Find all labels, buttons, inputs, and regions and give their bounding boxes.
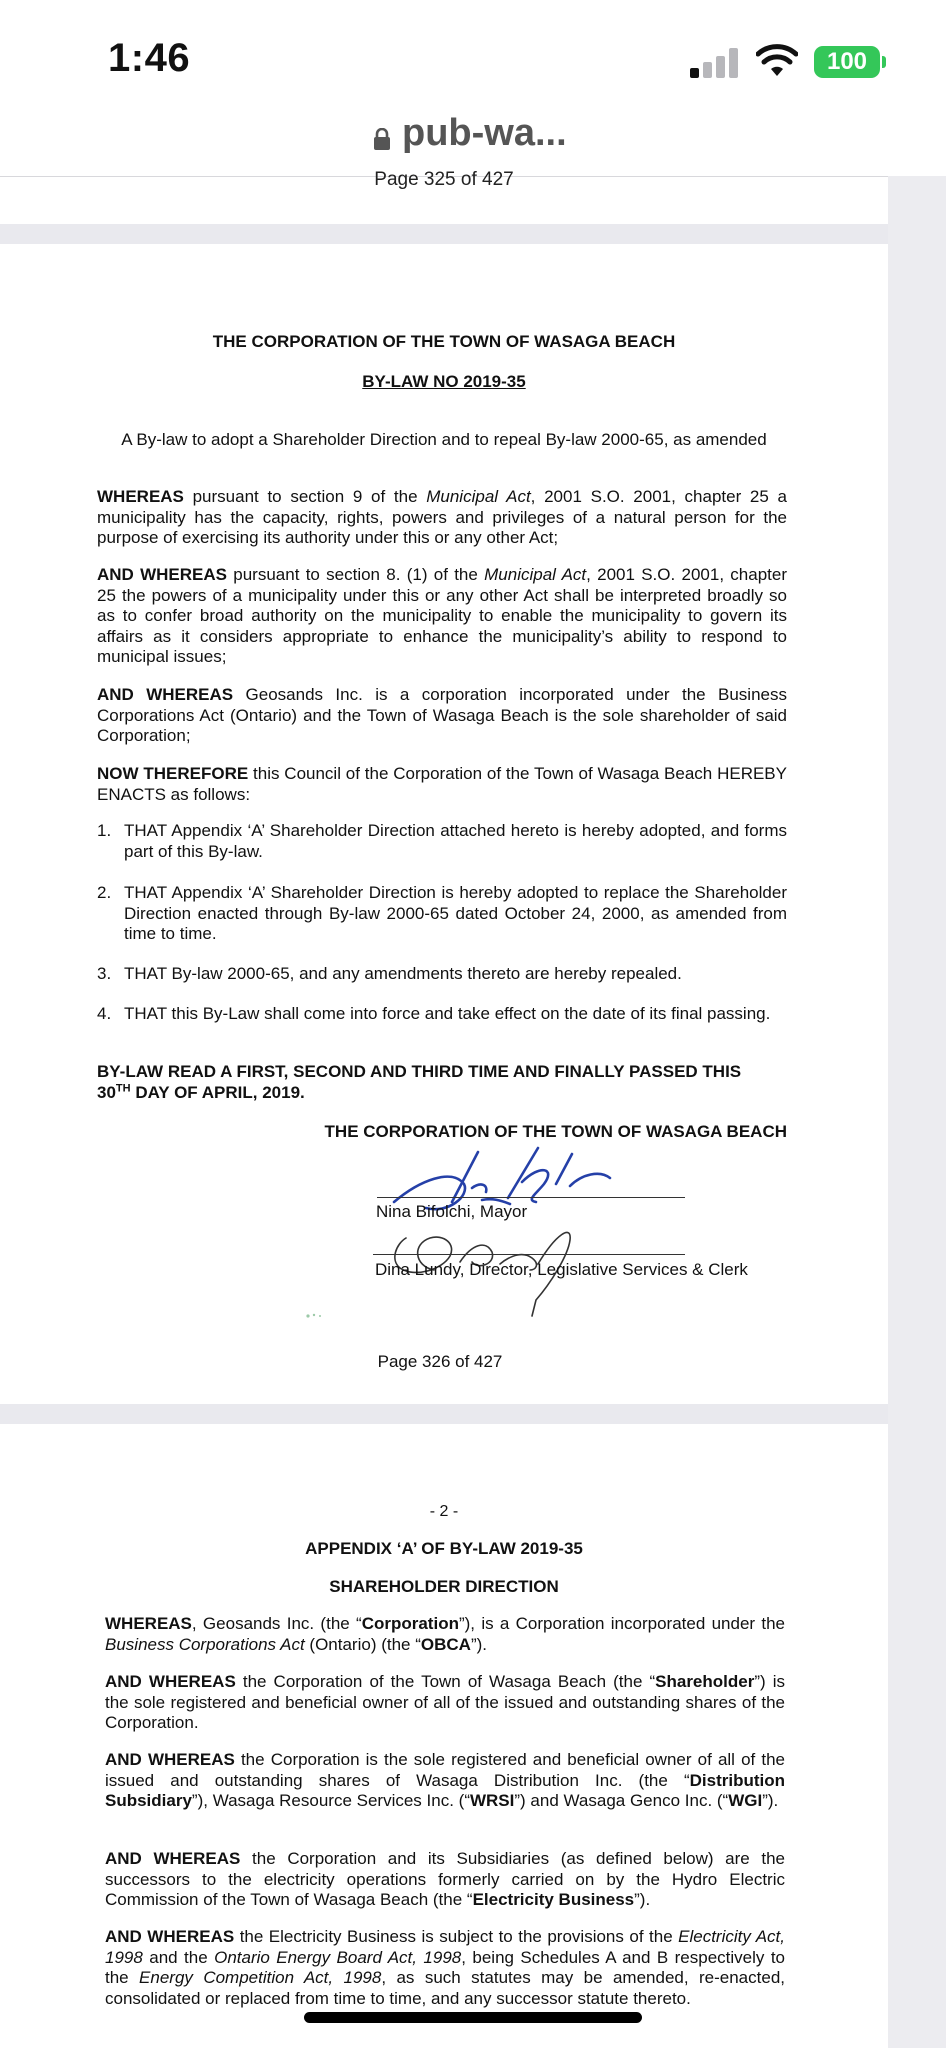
list-item-number: 3. [97,964,112,983]
signature-line [377,1197,685,1198]
previous-page-number: Page 325 of 427 [374,169,514,190]
appendix-paragraph-5: AND WHEREAS the Electricity Business is subject to the provisions of the Electricity Act, 1998 and the Ontario Energy Board Act, 1998, being Schedules A and B respectively to the Energy Competition Act, 1998, as such statutes may be amended, re-enacted, consolidated or replaced from time to time, and any successor statute thereto. [105,1927,786,2008]
bylaw-heading: THE CORPORATION OF THE TOWN OF WASAGA BEACH [212,332,676,351]
url-text[interactable]: pub-wa... [402,112,567,154]
page-marker: - 2 - [429,1503,459,1520]
address-bar[interactable] [0,110,946,177]
read-statement: BY-LAW READ A FIRST, SECOND AND THIRD TIME AND FINALLY PASSED THIS 30TH DAY OF APRIL, 2019. [97,1062,742,1102]
appendix-subtitle: SHAREHOLDER DIRECTION [329,1577,559,1596]
whereas-paragraph-1: WHEREAS pursuant to section 9 of the Municipal Act, 2001 S.O. 2001, chapter 25 a municipality has the capacity, rights, powers and privileges of a natural person for the purpose of exercising its authority under this or any other Act; [97,487,787,547]
bylaw-page [0,244,888,1404]
list-item-number: 4. [97,1004,112,1023]
scan-speck [305,1304,323,1310]
list-item: THAT Appendix ‘A’ Shareholder Direction attached hereto is hereby adopted, and forms part of this By-law. [124,821,787,861]
page-gutter [888,176,946,2048]
list-item: THAT this By-Law shall come into force and take effect on the date of its final passing. [124,1004,771,1023]
now-therefore-paragraph: NOW THEREFORE this Council of the Corporation of the Town of Wasaga Beach HEREBY ENACTS as follows: [97,764,787,804]
mayor-name: Nina Bifolchi, Mayor [376,1202,528,1221]
bylaw-number: BY-LAW NO 2019-35 [362,372,526,391]
battery-tip [882,56,886,68]
signature-line [373,1254,685,1255]
page-number: Page 326 of 427 [377,1352,503,1371]
cellular-signal-icon [690,48,742,78]
appendix-paragraph-2: AND WHEREAS the Corporation of the Town of Wasaga Beach (the “Shareholder”) is the sole registered and beneficial owner of all of the issued and outstanding shares of the Corporation. [105,1672,786,1732]
home-indicator[interactable] [304,2012,642,2023]
appendix-paragraph-3: AND WHEREAS the Corporation is the sole registered and beneficial owner of all of the issued and outstanding shares of Wasaga Distribution Inc. (the “Distribution Subsidiary”), Wasaga Resource Services Inc. (“WRSI”) and Wasaga Genco Inc. (“WGI”). [105,1750,785,1810]
previous-page [0,169,888,224]
status-time: 1:46 [108,36,191,80]
whereas-paragraph-3: AND WHEREAS Geosands Inc. is a corporation incorporated under the Business Corporations Act (Ontario) and the Town of Wasaga Beach is the sole shareholder of said Corporation; [97,685,787,745]
battery-icon: 100 [814,46,880,78]
status-bar [0,0,946,110]
lock-icon [374,128,390,150]
bylaw-subtitle: A By-law to adopt a Shareholder Direction and to repeal By-law 2000-65, as amended [121,430,767,449]
list-item: THAT By-law 2000-65, and any amendments thereto are hereby repealed. [124,964,682,983]
clerk-name: Dina Lundy, Director, Legislative Services & Clerk [375,1260,748,1279]
appendix-page [0,1424,888,2048]
signature-block-title: THE CORPORATION OF THE TOWN OF WASAGA BEACH [324,1122,787,1141]
appendix-paragraph-1: WHEREAS, Geosands Inc. (the “Corporation”), is a Corporation incorporated under the Business Corporations Act (Ontario) (the “OBCA”). [105,1614,785,1654]
whereas-paragraph-2: AND WHEREAS pursuant to section 8. (1) of the Municipal Act, 2001 S.O. 2001, chapter 25 the powers of a municipality under this or any other Act shall be interpreted broadly so as to confer broad authority on the municipality to enable the municipality to govern its affairs as it considers appropriate to enhance the municipality’s ability to respond to municipal issues; [97,565,788,666]
appendix-title: APPENDIX ‘A’ OF BY-LAW 2019-35 [305,1539,583,1558]
appendix-paragraph-4: AND WHEREAS the Corporation and its Subsidiaries (as defined below) are the successors to the electricity operations formerly carried on by the Hydro Electric Commission of the Town of Wasaga Beach (the “Electricity Business”). [105,1849,786,1909]
list-item-number: 2. [97,883,112,902]
wifi-icon [756,44,798,78]
list-item-number: 1. [97,821,112,840]
list-item: THAT Appendix ‘A’ Shareholder Direction is hereby adopted to replace the Shareholder Direction enacted through By-law 2000-65 dated October 24, 2000, as amended from time to time. [124,883,787,943]
